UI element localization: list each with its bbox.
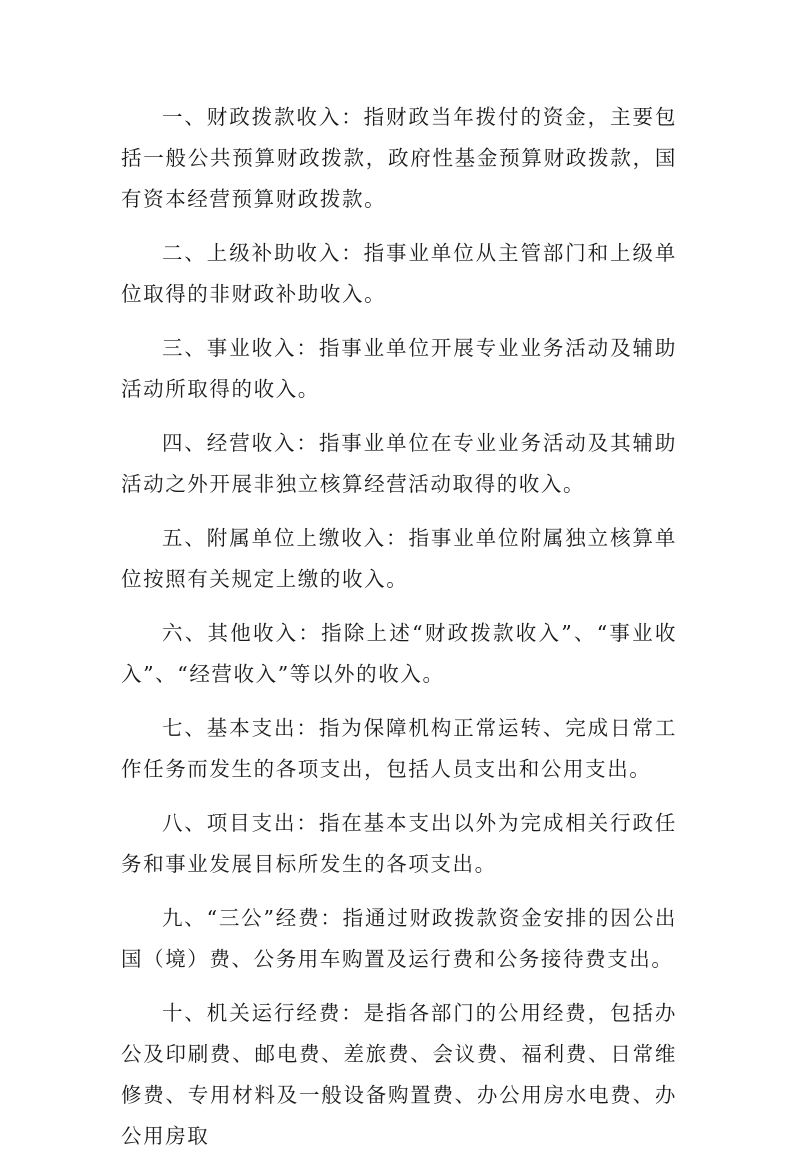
paragraph-fiscal-appropriation-income: 一、财政拨款收入：指财政当年拨付的资金，主要包括一般公共预算财政拨款，政府性基金预算财政拨款，国有资本经营预算财政拨款。: [121, 105, 677, 211]
paragraph-superior-subsidy-income: 二、上级补助收入：指事业单位从主管部门和上级单位取得的非财政补助收入。: [121, 241, 677, 306]
paragraph-operating-income: 四、经营收入：指事业单位在专业业务活动及其辅助活动之外开展非独立核算经营活动取得的收入。: [121, 431, 677, 496]
paragraph-other-income: 六、其他收入：指除上述“财政拨款收入”、“事业收入”、“经营收入”等以外的收入。: [121, 621, 677, 686]
paragraph-project-expenditure: 八、项目支出：指在基本支出以外为完成相关行政任务和事业发展目标所发生的各项支出。: [121, 811, 677, 876]
paragraph-business-income: 三、事业收入：指事业单位开展专业业务活动及辅助活动所取得的收入。: [121, 336, 677, 401]
paragraph-agency-operating-expenses: 十、机关运行经费：是指各部门的公用经费，包括办公及印刷费、邮电费、差旅费、会议费、福利费、日常维修费、专用材料及一般设备购置费、办公用房水电费、办公用房取: [121, 1001, 677, 1148]
paragraph-affiliated-unit-income: 五、附属单位上缴收入：指事业单位附属独立核算单位按照有关规定上缴的收入。: [121, 526, 677, 591]
paragraph-three-public-expenses: 九、“三公”经费：指通过财政拨款资金安排的因公出国（境）费、公务用车购置及运行费和公务接待费支出。: [121, 906, 677, 971]
paragraph-basic-expenditure: 七、基本支出：指为保障机构正常运转、完成日常工作任务而发生的各项支出，包括人员支出和公用支出。: [121, 716, 677, 781]
document-body: [121, 97, 677, 1170]
